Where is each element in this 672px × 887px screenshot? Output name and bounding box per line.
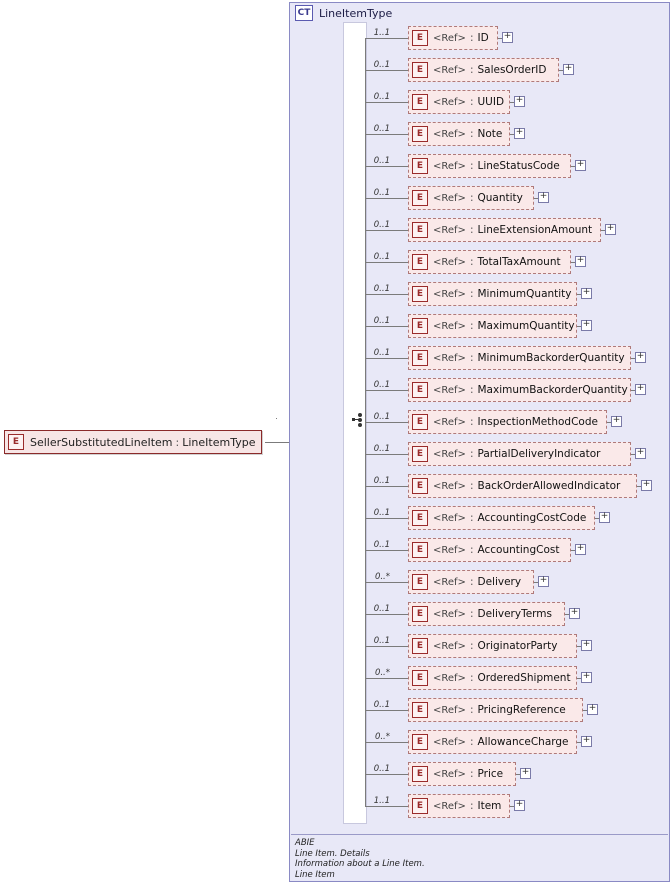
element-colon: : (469, 320, 474, 332)
annotation-line-0: ABIE (295, 838, 315, 848)
plus-connector-line (516, 774, 520, 775)
element-name: MaximumBackorderQuantity (477, 384, 628, 396)
occurrence-label: 0..1 (373, 508, 390, 518)
row-connector-line (365, 614, 408, 615)
element-name: DeliveryTerms (477, 608, 552, 620)
occurrence-label: 1..1 (373, 796, 390, 806)
element-row[interactable] (408, 282, 577, 306)
occurrence-label: 0..1 (373, 476, 390, 486)
element-ref-label: <Ref> (433, 672, 466, 684)
element-badge-icon: E (412, 158, 428, 174)
row-connector-line (365, 230, 408, 231)
element-name: MinimumQuantity (477, 288, 572, 300)
element-row[interactable] (408, 378, 631, 402)
element-badge-icon: E (412, 638, 428, 654)
plus-connector-line (631, 358, 635, 359)
annotation-line-1: Line Item. Details (295, 848, 370, 859)
element-name: Note (477, 128, 503, 140)
expand-plus-icon[interactable] (514, 96, 525, 107)
element-name: PartialDeliveryIndicator (477, 448, 601, 460)
plus-connector-line (565, 614, 569, 615)
element-colon: : (469, 576, 474, 588)
element-row[interactable] (408, 346, 631, 370)
expand-plus-icon[interactable] (538, 576, 549, 587)
element-colon: : (469, 704, 474, 716)
row-connector-line (365, 806, 408, 807)
row-connector-line (365, 518, 408, 519)
element-badge-icon: E (412, 414, 428, 430)
element-name: PricingReference (477, 704, 566, 716)
row-connector-line (365, 326, 408, 327)
element-ref-label: <Ref> (433, 512, 466, 524)
element-row[interactable] (408, 154, 571, 178)
row-connector-line (365, 678, 408, 679)
root-element-type: LineItemType (182, 435, 256, 449)
element-ref-label: <Ref> (433, 32, 466, 44)
element-name: LineStatusCode (477, 160, 560, 172)
element-ref-label: <Ref> (433, 736, 466, 748)
element-colon: : (469, 640, 474, 652)
annotation-block (291, 834, 668, 880)
occurrence-label: 0..1 (373, 444, 390, 454)
element-badge-icon: E (412, 574, 428, 590)
element-badge-icon: E (412, 702, 428, 718)
vertical-trunk-line (365, 38, 366, 806)
root-separator: : (175, 435, 180, 449)
element-badge-icon: E (412, 510, 428, 526)
plus-connector-line (534, 198, 538, 199)
element-colon: : (469, 672, 474, 684)
element-name: LineExtensionAmount (477, 224, 593, 236)
occurrence-label: 0..1 (373, 604, 390, 614)
plus-connector-line (534, 582, 538, 583)
element-badge-icon: E (412, 222, 428, 238)
row-connector-line (365, 70, 408, 71)
occurrence-label: 0..1 (373, 412, 390, 422)
element-name: Delivery (477, 576, 522, 588)
row-connector-line (365, 774, 408, 775)
annotation-line-2: Information about a Line Item. (295, 859, 425, 869)
expand-plus-icon[interactable] (502, 32, 513, 43)
plus-connector-line (510, 806, 514, 807)
element-colon: : (469, 128, 474, 140)
element-name: MinimumBackorderQuantity (477, 352, 625, 364)
element-badge-icon: E (412, 670, 428, 686)
expand-plus-icon[interactable] (581, 640, 592, 651)
plus-connector-line (571, 166, 575, 167)
element-colon: : (469, 288, 474, 300)
expand-plus-icon[interactable] (575, 160, 586, 171)
element-ref-label: <Ref> (433, 544, 466, 556)
expand-plus-icon[interactable] (635, 352, 646, 363)
element-ref-label: <Ref> (433, 256, 466, 268)
element-badge-icon: E (412, 542, 428, 558)
element-ref-label: <Ref> (433, 160, 466, 172)
element-row[interactable] (408, 762, 516, 786)
occurrence-label: 0..1 (373, 220, 390, 230)
occurrence-label: 0..1 (373, 124, 390, 134)
element-badge-icon: E (412, 318, 428, 334)
element-colon: : (469, 448, 474, 460)
expand-plus-icon[interactable] (641, 480, 652, 491)
element-badge-icon: E (412, 798, 428, 814)
expand-plus-icon[interactable] (599, 512, 610, 523)
row-connector-line (365, 454, 408, 455)
row-connector-line (365, 742, 408, 743)
row-connector-line (365, 646, 408, 647)
plus-connector-line (577, 294, 581, 295)
element-row[interactable] (408, 410, 607, 434)
element-colon: : (469, 480, 474, 492)
element-name: ID (477, 32, 489, 44)
element-row[interactable] (408, 730, 577, 754)
element-ref-label: <Ref> (433, 288, 466, 300)
element-ref-label: <Ref> (433, 704, 466, 716)
element-badge-icon: E (412, 30, 428, 46)
element-name: InspectionMethodCode (477, 416, 598, 428)
element-colon: : (469, 800, 474, 812)
expand-plus-icon[interactable] (581, 288, 592, 299)
expand-plus-icon[interactable] (581, 736, 592, 747)
row-connector-line (365, 358, 408, 359)
element-badge-icon: E (412, 766, 428, 782)
element-ref-label: <Ref> (433, 608, 466, 620)
occurrence-label: 0..1 (373, 764, 390, 774)
complextype-header (290, 3, 392, 23)
element-row[interactable] (408, 122, 510, 146)
plus-connector-line (631, 390, 635, 391)
row-connector-line (365, 294, 408, 295)
root-element-box[interactable] (4, 430, 262, 454)
root-connector-tick (276, 418, 277, 419)
occurrence-label: 0..1 (373, 188, 390, 198)
expand-plus-icon[interactable] (575, 544, 586, 555)
element-name: UUID (477, 96, 505, 108)
occurrence-label: 0..* (374, 572, 390, 582)
occurrence-label: 0..1 (373, 156, 390, 166)
element-row[interactable] (408, 314, 577, 338)
element-colon: : (469, 352, 474, 364)
occurrence-label: 0..1 (373, 92, 390, 102)
row-connector-line (365, 198, 408, 199)
row-connector-line (365, 262, 408, 263)
expand-plus-icon[interactable] (569, 608, 580, 619)
row-connector-line (365, 38, 408, 39)
element-row[interactable] (408, 218, 601, 242)
expand-plus-icon[interactable] (635, 448, 646, 459)
element-row[interactable] (408, 506, 595, 530)
plus-connector-line (571, 550, 575, 551)
element-name: TotalTaxAmount (477, 256, 561, 268)
occurrence-label: 0..* (374, 668, 390, 678)
plus-connector-line (631, 454, 635, 455)
occurrence-label: 0..1 (373, 700, 390, 710)
element-badge-icon: E (412, 350, 428, 366)
element-row[interactable] (408, 602, 565, 626)
expand-plus-icon[interactable] (581, 672, 592, 683)
element-colon: : (469, 256, 474, 268)
expand-plus-icon[interactable] (514, 128, 525, 139)
element-name: AccountingCost (477, 544, 560, 556)
element-name: AccountingCostCode (477, 512, 587, 524)
element-badge-icon: E (412, 94, 428, 110)
occurrence-label: 1..1 (373, 28, 390, 38)
row-connector-line (365, 550, 408, 551)
row-connector-line (365, 422, 408, 423)
row-connector-line (365, 390, 408, 391)
complextype-title: LineItemType (319, 6, 393, 20)
expand-plus-icon[interactable] (587, 704, 598, 715)
element-badge-icon: E (412, 478, 428, 494)
element-ref-label: <Ref> (433, 352, 466, 364)
element-badge-icon: E (412, 62, 428, 78)
element-ref-label: <Ref> (433, 576, 466, 588)
element-colon: : (469, 736, 474, 748)
element-name: Quantity (477, 192, 523, 204)
element-row[interactable] (408, 698, 583, 722)
occurrence-label: 0..1 (373, 284, 390, 294)
element-ref-label: <Ref> (433, 416, 466, 428)
element-ref-label: <Ref> (433, 768, 466, 780)
plus-connector-line (577, 678, 581, 679)
element-name: OrderedShipment (477, 672, 571, 684)
element-ref-label: <Ref> (433, 64, 466, 76)
element-row[interactable] (408, 186, 534, 210)
expand-plus-icon[interactable] (538, 192, 549, 203)
element-badge-icon: E (412, 382, 428, 398)
element-ref-label: <Ref> (433, 96, 466, 108)
row-connector-line (365, 166, 408, 167)
plus-connector-line (559, 70, 563, 71)
plus-connector-line (577, 742, 581, 743)
element-badge-icon: E (412, 254, 428, 270)
plus-connector-line (577, 326, 581, 327)
element-colon: : (469, 768, 474, 780)
occurrence-label: 0..1 (373, 252, 390, 262)
element-row[interactable] (408, 90, 510, 114)
element-colon: : (469, 416, 474, 428)
element-name: Price (477, 768, 504, 780)
row-connector-line (365, 134, 408, 135)
element-colon: : (469, 384, 474, 396)
element-badge-icon: E (412, 286, 428, 302)
element-ref-label: <Ref> (433, 224, 466, 236)
element-badge-icon: E (412, 446, 428, 462)
element-name: MaximumQuantity (477, 320, 575, 332)
element-colon: : (469, 32, 474, 44)
element-badge-icon: E (8, 434, 24, 450)
occurrence-label: 0..1 (373, 636, 390, 646)
occurrence-label: 0..1 (373, 316, 390, 326)
element-ref-label: <Ref> (433, 448, 466, 460)
expand-plus-icon[interactable] (514, 800, 525, 811)
occurrence-label: 0..* (374, 732, 390, 742)
element-colon: : (469, 192, 474, 204)
element-ref-label: <Ref> (433, 800, 466, 812)
expand-plus-icon[interactable] (581, 320, 592, 331)
root-element-name: SellerSubstitutedLineItem (30, 435, 173, 449)
row-connector-line (365, 102, 408, 103)
element-ref-label: <Ref> (433, 192, 466, 204)
element-ref-label: <Ref> (433, 640, 466, 652)
plus-connector-line (510, 134, 514, 135)
occurrence-label: 0..1 (373, 540, 390, 550)
element-name: OriginatorParty (477, 640, 558, 652)
element-badge-icon: E (412, 190, 428, 206)
plus-connector-line (510, 102, 514, 103)
expand-plus-icon[interactable] (575, 256, 586, 267)
plus-connector-line (607, 422, 611, 423)
element-colon: : (469, 512, 474, 524)
occurrence-label: 0..1 (373, 348, 390, 358)
element-colon: : (469, 64, 474, 76)
expand-plus-icon[interactable] (605, 224, 616, 235)
element-ref-label: <Ref> (433, 320, 466, 332)
element-row[interactable] (408, 794, 510, 818)
expand-plus-icon[interactable] (520, 768, 531, 779)
element-name: Item (477, 800, 502, 812)
element-row[interactable] (408, 538, 571, 562)
expand-plus-icon[interactable] (611, 416, 622, 427)
element-badge-icon: E (412, 734, 428, 750)
plus-connector-line (595, 518, 599, 519)
complextype-badge-icon: CT (295, 5, 313, 21)
plus-connector-line (637, 486, 641, 487)
element-colon: : (469, 608, 474, 620)
element-row[interactable] (408, 634, 577, 658)
row-connector-line (365, 486, 408, 487)
element-row[interactable] (408, 442, 631, 466)
element-row[interactable] (408, 666, 577, 690)
occurrence-label: 0..1 (373, 60, 390, 70)
element-row[interactable] (408, 58, 559, 82)
element-colon: : (469, 544, 474, 556)
element-colon: : (469, 224, 474, 236)
plus-connector-line (583, 710, 587, 711)
expand-plus-icon[interactable] (635, 384, 646, 395)
element-row[interactable] (408, 474, 637, 498)
occurrence-label: 0..1 (373, 380, 390, 390)
plus-connector-line (577, 646, 581, 647)
row-connector-line (365, 710, 408, 711)
element-ref-label: <Ref> (433, 480, 466, 492)
plus-connector-line (571, 262, 575, 263)
element-row[interactable] (408, 250, 571, 274)
element-colon: : (469, 160, 474, 172)
expand-plus-icon[interactable] (563, 64, 574, 75)
element-name: BackOrderAllowedIndicator (477, 480, 621, 492)
plus-connector-line (601, 230, 605, 231)
plus-connector-line (498, 38, 502, 39)
annotation-line-3: Line Item (295, 869, 335, 880)
element-name: SalesOrderID (477, 64, 547, 76)
element-colon: : (469, 96, 474, 108)
element-row[interactable] (408, 26, 498, 50)
element-ref-label: <Ref> (433, 384, 466, 396)
element-name: AllowanceCharge (477, 736, 569, 748)
element-badge-icon: E (412, 126, 428, 142)
element-ref-label: <Ref> (433, 128, 466, 140)
element-badge-icon: E (412, 606, 428, 622)
root-connector-line (265, 442, 289, 443)
row-connector-line (365, 582, 408, 583)
element-row[interactable] (408, 570, 534, 594)
